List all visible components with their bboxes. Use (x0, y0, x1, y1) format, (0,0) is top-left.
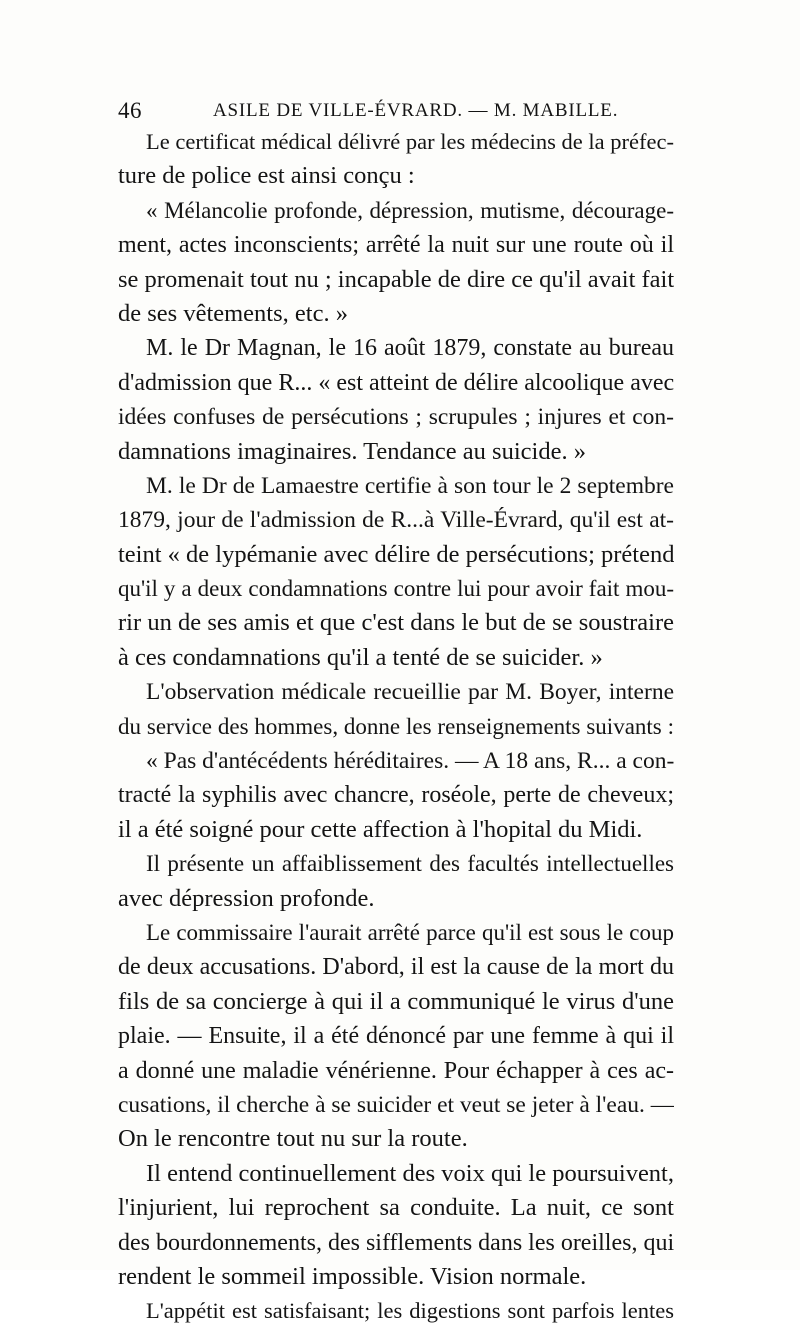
text-line: M. le Dr de Lamaestre certifie à son tour le 2 septembre (146, 472, 674, 499)
text-line: « Mélancolie profonde, dépression, mutisme, décourage- (146, 197, 674, 223)
text-line: l'injurient, lui reprochent sa conduite. La nuit, ce sont (118, 1194, 674, 1222)
text-line: idées confuses de persécutions ; scrupules ; injures et con- (118, 404, 674, 431)
text-line: fils de sa concierge à qui il a communiqué le virus d'une (118, 987, 674, 1015)
text-line: des bourdonnements, des sifflements dans les oreilles, qui (118, 1229, 674, 1256)
page-number: 46 (118, 98, 142, 123)
text-line: damnations imaginaires. Tendance au suicide. » (118, 437, 586, 465)
text-line: cusations, il cherche à se suicider et veut se jeter à l'eau. — (118, 1091, 674, 1118)
running-title: ASILE DE VILLE-ÉVRARD. — M. MABILLE. (213, 100, 619, 121)
text-line: Le certificat médical délivré par les médecins de la préfec- (146, 129, 674, 154)
text-line: « Pas d'antécédents héréditaires. — A 18 ans, R... a con- (146, 748, 674, 775)
text-line: Il entend continuellement des voix qui le poursuivent, (146, 1159, 674, 1187)
text-line: se promenait tout nu ; incapable de dire ce qu'il avait fait (118, 265, 674, 293)
text-line: ment, actes inconscients; arrêté la nuit sur une route où il (118, 232, 674, 259)
page-header (118, 98, 678, 128)
text-line: L'appétit est satisfaisant; les digestions sont parfois lentes (146, 1298, 674, 1324)
text-line: du service des hommes, donne les renseignements suivants : (118, 713, 674, 739)
text-line: M. le Dr Magnan, le 16 août 1879, constate au bureau (146, 335, 674, 362)
text-line: d'admission que R... « est atteint de délire alcoolique avec (118, 369, 674, 396)
text-line: à ces condamnations qu'il a tenté de se suicider. » (118, 643, 603, 671)
text-line: ture de police est ainsi conçu : (118, 162, 415, 190)
text-line: L'observation médicale recueillie par M. Boyer, interne (146, 679, 674, 706)
text-line: avec dépression profonde. (118, 884, 375, 912)
body-text (118, 125, 674, 1329)
text-line: tracté la syphilis avec chancre, roséole, perte de cheveux; (118, 782, 674, 809)
text-line: de ses vêtements, etc. » (118, 299, 348, 327)
text-line: rendent le sommeil impossible. Vision normale. (118, 1262, 587, 1290)
text-line: 1879, jour de l'admission de R...à Ville-Évrard, qu'il est at- (118, 507, 674, 534)
text-line: il a été soigné pour cette affection à l'hopital du Midi. (118, 815, 643, 843)
text-line: On le rencontre tout nu sur la route. (118, 1125, 468, 1153)
text-line: plaie. — Ensuite, il a été dénoncé par une femme à qui il (118, 1023, 674, 1050)
text-line: a donné une maladie vénérienne. Pour échapper à ces ac- (118, 1057, 674, 1084)
text-line: Le commissaire l'aurait arrêté parce qu'il est sous le coup (146, 919, 674, 945)
text-line: qu'il y a deux condamnations contre lui pour avoir fait mou- (118, 576, 674, 602)
text-line: rir un de ses amis et que c'est dans le but de se soustraire (118, 609, 674, 637)
text-line: teint « de lypémanie avec délire de persécutions; prétend (118, 540, 674, 568)
text-line: Il présente un affaiblissement des facultés intellectuelles (146, 851, 674, 877)
text-line: de deux accusations. D'abord, il est la cause de la mort du (118, 954, 674, 981)
